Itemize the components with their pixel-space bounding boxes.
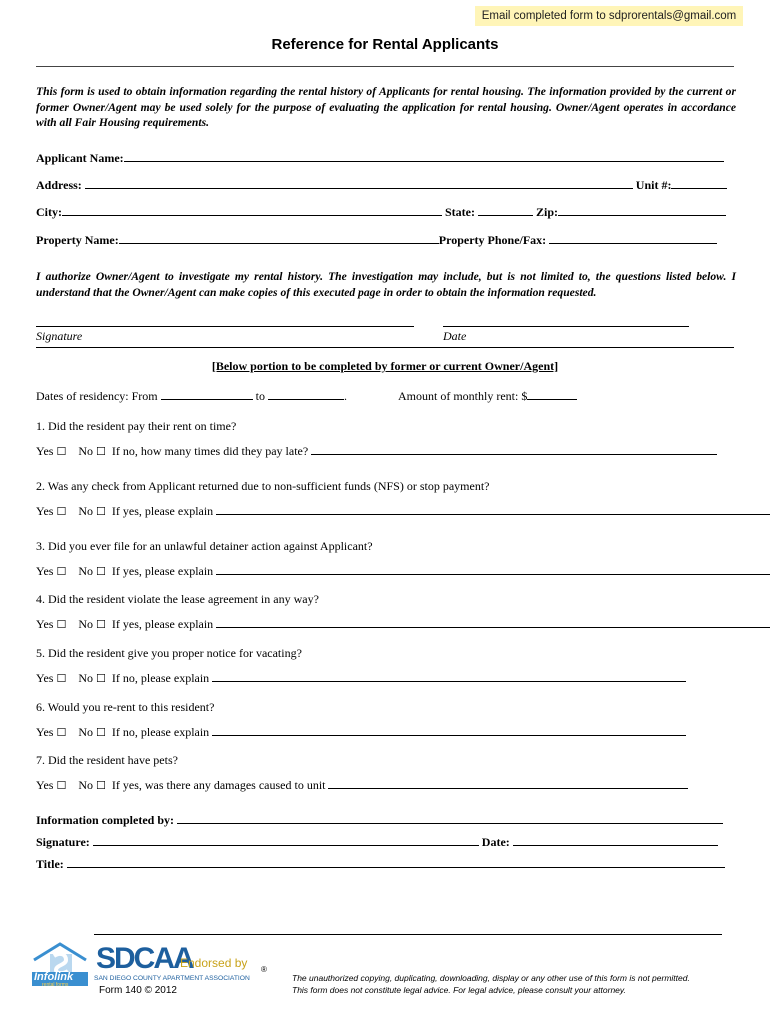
yes-label: Yes <box>36 725 54 739</box>
title-divider <box>36 66 734 67</box>
question-1-answer-row <box>36 444 717 459</box>
question-6-answer-row <box>36 725 686 740</box>
section-divider <box>36 347 734 348</box>
no-label: No <box>78 504 94 518</box>
follow-up-label: If no, how many times did they pay late? <box>111 444 309 458</box>
yes-label: Yes <box>36 444 54 458</box>
intro-paragraph: This form is used to obtain information regarding the rental history of Applicants for rental housing. The information provided by the current or former Owner/Agent may be used solely for the purpose of evaluating the application for rental housing. Owner/Agent operates in accordance with all Fair Housing requirements. <box>36 85 736 129</box>
follow-up-field[interactable] <box>212 671 686 682</box>
yes-label: Yes <box>36 504 54 518</box>
applicant-date-line[interactable] <box>443 326 689 327</box>
follow-up-field[interactable] <box>212 725 686 736</box>
question-5-text: 5. Did the resident give you proper notice for vacating? <box>36 646 302 660</box>
footer-disclaimer-line1: The unauthorized copying, duplicating, downloading, display or any other use of this form is not permitted. <box>292 973 690 983</box>
follow-up-field[interactable] <box>311 444 717 455</box>
footer-disclaimer <box>292 972 732 996</box>
yes-label: Yes <box>36 564 54 578</box>
completion-date-field[interactable] <box>513 835 718 846</box>
question-3-text: 3. Did you ever file for an unlawful detainer action against Applicant? <box>36 539 373 553</box>
question-2-answer-row <box>36 504 770 519</box>
owner-section-label: [Below portion to be completed by former or current Owner/Agent] <box>211 359 559 373</box>
sdcaa-logo-text: SDCAA <box>96 942 193 975</box>
state-label: State: <box>445 205 475 219</box>
property-name-field[interactable] <box>119 233 439 244</box>
follow-up-label: If yes, please explain <box>111 564 214 578</box>
form-id: Form 140 © 2012 <box>99 985 177 996</box>
info-completed-label: Information completed by: <box>36 813 174 827</box>
completion-signature-row <box>36 835 718 850</box>
infolink-logo <box>30 938 90 990</box>
follow-up-field[interactable] <box>216 504 770 515</box>
no-label: No <box>78 444 94 458</box>
follow-up-label: If yes, was there any damages caused to unit <box>111 778 326 792</box>
completion-signature-field[interactable] <box>93 835 479 846</box>
rent-field[interactable] <box>527 389 577 400</box>
unit-label: Unit #: <box>635 178 672 192</box>
yes-checkbox[interactable]: ☐ <box>56 445 67 458</box>
rent-row <box>398 389 577 404</box>
property-row <box>36 233 717 248</box>
no-checkbox[interactable]: ☐ <box>96 672 106 685</box>
yes-checkbox[interactable]: ☐ <box>56 565 67 578</box>
applicant-signature-line[interactable] <box>36 326 414 327</box>
question-2-text: 2. Was any check from Applicant returned due to non-sufficient funds (NFS) or stop payment? <box>36 479 490 493</box>
follow-up-label: If yes, please explain <box>111 504 214 518</box>
completion-title-label: Title: <box>36 857 64 871</box>
property-phone-label: Property Phone/Fax: <box>438 233 547 247</box>
info-completed-field[interactable] <box>177 813 723 824</box>
property-name-label: Property Name: <box>36 233 119 247</box>
date-caption: Date <box>443 329 467 343</box>
no-label: No <box>78 617 94 631</box>
follow-up-label: If yes, please explain <box>111 617 214 631</box>
no-label: No <box>78 564 94 578</box>
question-3-answer-row <box>36 564 770 579</box>
follow-up-label: If no, please explain <box>111 725 210 739</box>
question-7-answer-row <box>36 778 688 793</box>
footer-rule <box>94 934 722 935</box>
follow-up-field[interactable] <box>216 617 770 628</box>
question-6-text: 6. Would you re-rent to this resident? <box>36 700 215 714</box>
footer-disclaimer-line2: This form does not constitute legal advice. For legal advice, please consult your attorney. <box>292 985 626 995</box>
owner-section-heading <box>0 359 770 374</box>
no-checkbox[interactable]: ☐ <box>96 565 106 578</box>
state-field[interactable] <box>478 205 533 216</box>
question-4-text: 4. Did the resident violate the lease agreement in any way? <box>36 592 319 606</box>
no-checkbox[interactable]: ☐ <box>96 779 106 792</box>
endorsed-by-text: Endorsed by <box>180 956 248 970</box>
infolink-logo-text: Infolink <box>34 971 74 983</box>
question-5-answer-row <box>36 671 686 686</box>
no-label: No <box>78 671 94 685</box>
yes-checkbox[interactable]: ☐ <box>56 618 67 631</box>
dates-from-field[interactable] <box>161 389 253 400</box>
question-7-text: 7. Did the resident have pets? <box>36 753 178 767</box>
city-field[interactable] <box>62 205 442 216</box>
no-checkbox[interactable]: ☐ <box>96 505 106 518</box>
infolink-logo-sub: rental forms <box>42 982 69 988</box>
yes-label: Yes <box>36 778 54 792</box>
completion-title-row <box>36 857 725 872</box>
sdcaa-association-name: SAN DIEGO COUNTY APARTMENT ASSOCIATION <box>94 975 250 982</box>
address-field[interactable] <box>85 178 633 189</box>
yes-label: Yes <box>36 617 54 631</box>
completion-title-field[interactable] <box>67 857 725 868</box>
no-checkbox[interactable]: ☐ <box>96 726 106 739</box>
email-instruction-banner: Email completed form to sdprorentals@gmail.com <box>475 6 743 26</box>
city-row <box>36 205 726 220</box>
dates-to-field[interactable] <box>268 389 344 400</box>
applicant-name-field[interactable] <box>124 151 724 162</box>
info-completed-row <box>36 813 723 828</box>
yes-checkbox[interactable]: ☐ <box>56 672 67 685</box>
no-label: No <box>78 778 94 792</box>
no-checkbox[interactable]: ☐ <box>96 618 106 631</box>
registered-mark: ® <box>261 965 267 974</box>
no-checkbox[interactable]: ☐ <box>96 445 106 458</box>
follow-up-field[interactable] <box>216 564 770 575</box>
sdcaa-logo <box>94 938 270 988</box>
follow-up-label: If no, please explain <box>111 671 210 685</box>
zip-field[interactable] <box>558 205 726 216</box>
completion-date-label: Date: <box>481 835 510 849</box>
completion-signature-label: Signature: <box>36 835 90 849</box>
rent-label: Amount of monthly rent: $ <box>398 389 528 403</box>
zip-label: Zip: <box>536 205 559 219</box>
question-4-answer-row <box>36 617 770 632</box>
yes-checkbox[interactable]: ☐ <box>56 726 67 739</box>
property-phone-field[interactable] <box>549 233 717 244</box>
address-row <box>36 178 727 193</box>
applicant-name-label: Applicant Name: <box>36 151 124 165</box>
yes-label: Yes <box>36 671 54 685</box>
no-label: No <box>78 725 94 739</box>
address-label: Address: <box>36 178 82 192</box>
signature-caption: Signature <box>36 329 83 343</box>
residency-row: Dates of residency: From to . <box>36 389 347 403</box>
city-label: City: <box>36 205 62 219</box>
yes-checkbox[interactable]: ☐ <box>56 779 67 792</box>
authorization-paragraph: I authorize Owner/Agent to investigate my rental history. The investigation may include, but is not limited to, the questions listed below. I understand that the Owner/Agent can make copies of this executed page in order to obtain the information requested. <box>36 270 736 299</box>
form-title: Reference for Rental Applicants <box>271 36 499 53</box>
unit-field[interactable] <box>671 178 727 189</box>
dates-to-label: to <box>255 389 265 403</box>
follow-up-field[interactable] <box>328 778 688 789</box>
dates-from-label: Dates of residency: From <box>36 389 158 403</box>
question-1-text: 1. Did the resident pay their rent on time? <box>36 419 237 433</box>
yes-checkbox[interactable]: ☐ <box>56 505 67 518</box>
applicant-name-row <box>36 151 724 166</box>
